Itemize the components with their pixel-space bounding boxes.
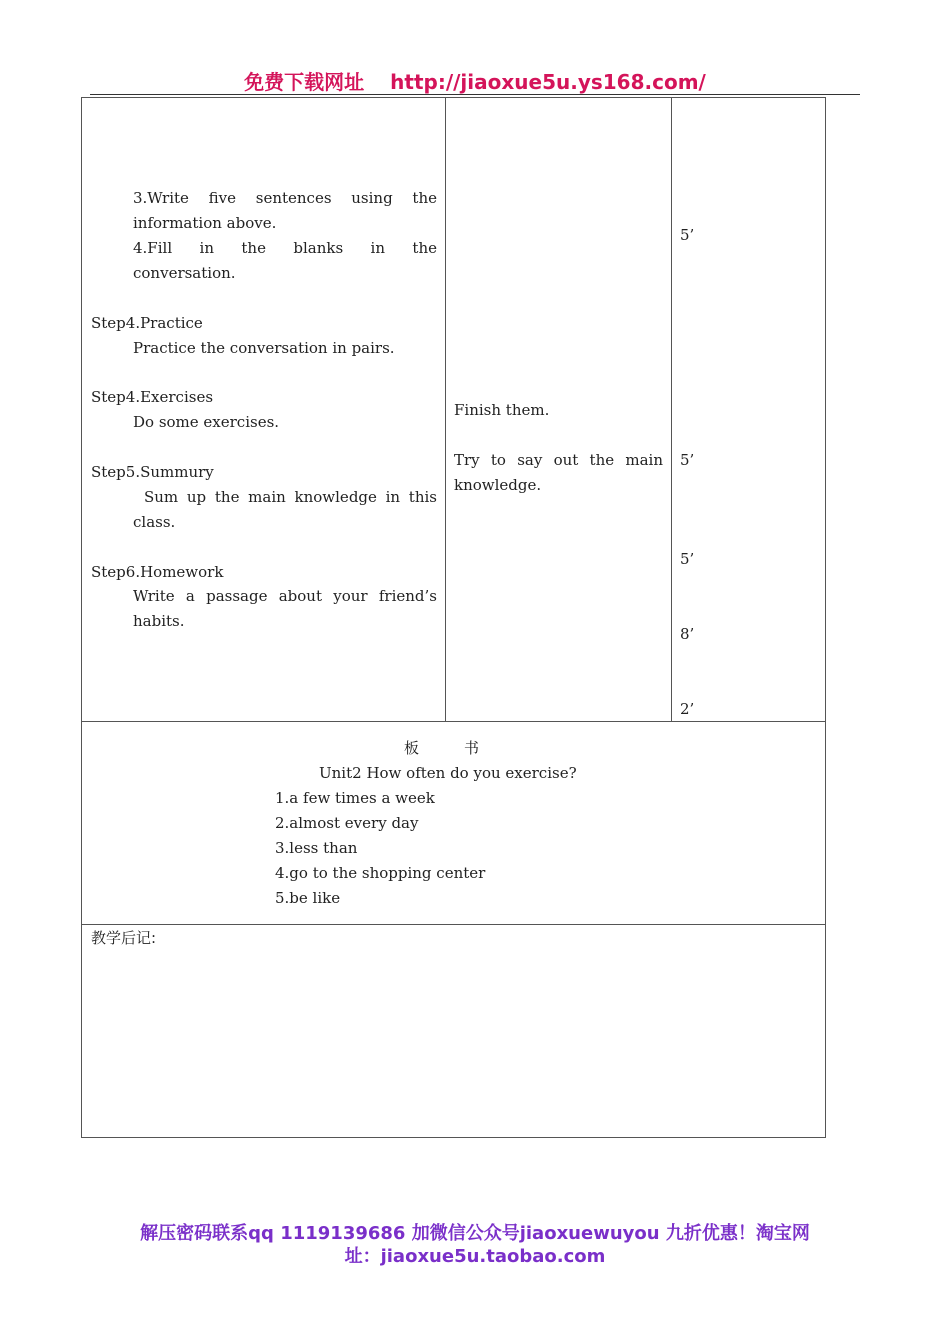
time-3: 5’ [680,550,695,568]
item-3-line-2: information above. [133,214,277,232]
item-4-line-2: conversation. [133,264,236,282]
step6-title: Step6.Homework [91,563,224,581]
header-label: 免费下载网址 [244,70,365,94]
item-3-line-1: 3.Write five sentences using the [133,189,437,207]
board-item-5: 5.be like [275,889,341,907]
board-item-4: 4.go to the shopping center [275,864,486,882]
board-title: 板 书 [404,739,480,757]
board-item-2: 2.almost every day [275,814,419,832]
page-header [0,66,950,95]
step4-practice-title: Step4.Practice [91,314,203,332]
footer-line-2: 址：jiaoxue5u.taobao.com [344,1246,606,1267]
activity-try-line-2: knowledge. [454,476,542,494]
time-4: 8’ [680,625,695,643]
time-2: 5’ [680,451,695,469]
item-4-line-1: 4.Fill in the blanks in the [133,239,437,257]
step6-body-line-2: habits. [133,612,185,630]
step5-body-line-2: class. [133,513,176,531]
step4-exercises-body: Do some exercises. [133,413,280,431]
row-divider-2 [81,924,826,925]
column-divider-1 [445,97,446,721]
time-1: 5’ [680,226,695,244]
footer-line-1: 解压密码联系qq 1119139686 加微信公众号jiaoxuewuyou 九折优惠！淘宝网 [140,1223,810,1244]
reflection-label: 教学后记: [91,929,157,947]
board-item-3: 3.less than [275,839,358,857]
header-rule [90,94,860,95]
step6-body-line-1: Write a passage about your friend’s [133,587,437,605]
column-divider-2 [671,97,672,721]
step4-practice-body: Practice the conversation in pairs. [133,339,395,357]
row-divider-1 [81,721,826,722]
board-unit-title: Unit2 How often do you exercise? [319,764,577,782]
board-item-1: 1.a few times a week [275,789,435,807]
step5-body-line-1: Sum up the main knowledge in this [144,488,437,506]
step5-title: Step5.Summury [91,463,214,481]
activity-finish: Finish them. [454,401,550,419]
time-5: 2’ [680,700,695,718]
header-url[interactable]: http://jiaoxue5u.ys168.com/ [390,70,706,94]
step4-exercises-title: Step4.Exercises [91,388,214,406]
activity-try-line-1: Try to say out the main [454,451,663,469]
